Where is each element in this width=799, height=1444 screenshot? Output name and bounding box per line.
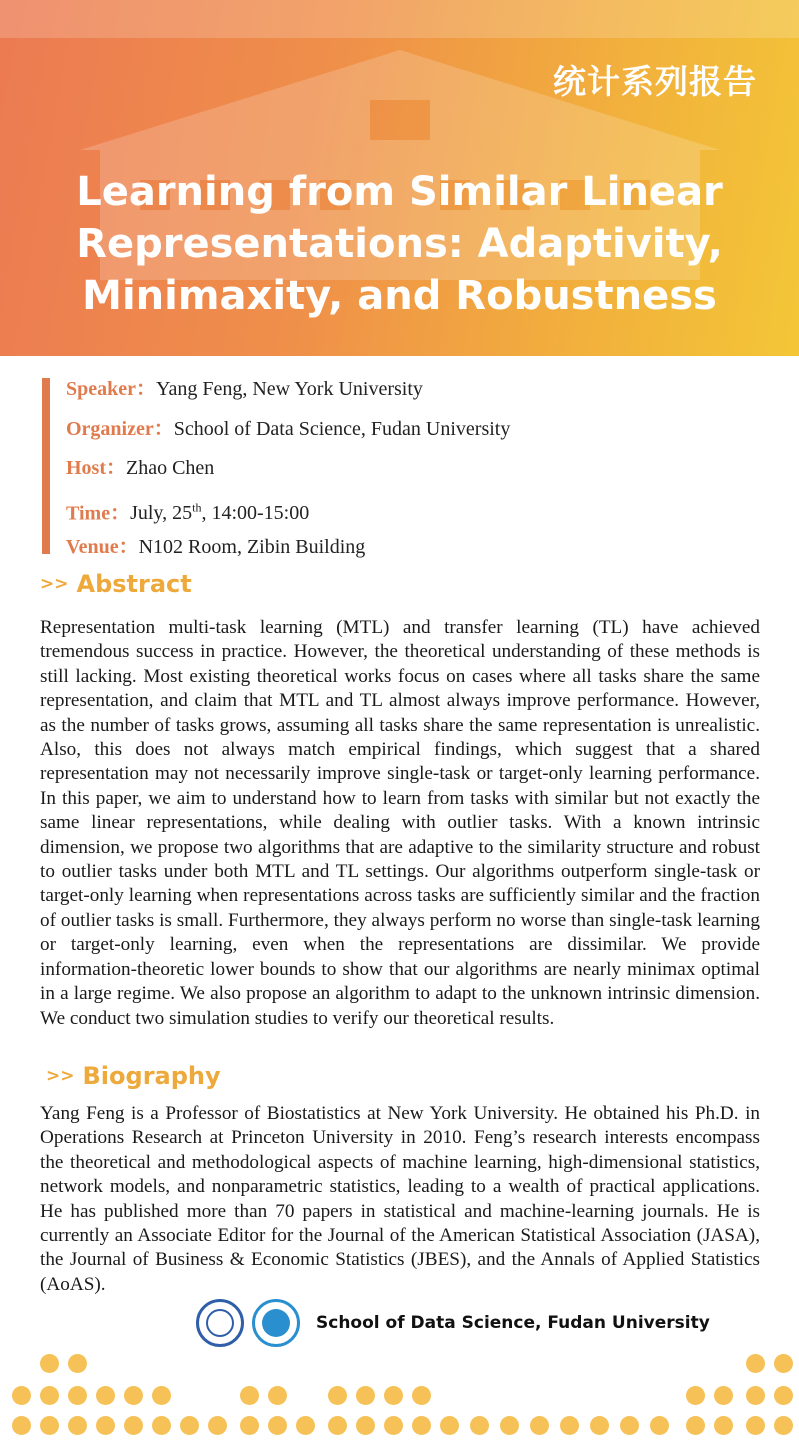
decorative-dot <box>500 1416 519 1435</box>
venue-row <box>66 532 510 572</box>
decorative-dot <box>240 1416 259 1435</box>
talk-title-line: Minimaxity, and Robustness <box>82 273 717 319</box>
decorative-dot <box>40 1354 59 1373</box>
decorative-dot <box>68 1416 87 1435</box>
organizer-row <box>66 414 510 454</box>
host-row <box>66 453 510 493</box>
decorative-dot <box>12 1386 31 1405</box>
decorative-dot <box>208 1416 227 1435</box>
school-of-data-science-logo-icon <box>252 1299 300 1347</box>
decorative-dot <box>746 1386 765 1405</box>
decorative-dot <box>650 1416 669 1435</box>
time-value <box>130 502 309 524</box>
decorative-dot <box>440 1416 459 1435</box>
speaker-value: Yang Feng, New York University <box>156 378 423 400</box>
biography-text: Yang Feng is a Professor of Biostatistics at New York University. He obtained his Ph.D. in Operations Research at Princeton University in 2010. Feng’s research interests encompass the theoretical and methodological aspects of machine learning, high-dimensional statistics, network models, and nonparametric statistics, leading to a wealth of practical applications. He has published more than 70 papers in statistical and machine-learning journals. He is currently an Associate Editor for the Journal of the American Statistical Association (JASA), the Journal of Business & Economic Statistics (JBES), and the Annals of Applied Statistics (AoAS). <box>40 1103 760 1295</box>
time-hours: , 14:00-15:00 <box>201 502 310 525</box>
decorative-dot <box>268 1416 287 1435</box>
decorative-dot <box>124 1416 143 1435</box>
time-ordinal: th <box>192 500 202 515</box>
decorative-dot <box>470 1416 489 1435</box>
decorative-dot <box>686 1416 705 1435</box>
biography-heading-text: Biography <box>82 1062 221 1090</box>
decorative-dot <box>714 1416 733 1435</box>
decorative-dot <box>68 1386 87 1405</box>
decorative-dot <box>412 1386 431 1405</box>
decorative-dot <box>152 1386 171 1405</box>
speaker-label: Speaker： <box>66 378 156 400</box>
chevron-right-icon: >> <box>40 574 69 594</box>
fudan-university-seal-icon <box>196 1299 244 1347</box>
school-name: School of Data Science, Fudan University <box>316 1313 710 1333</box>
abstract-text: Representation multi-task learning (MTL) and transfer learning (TL) have achieved tremendous success in practice. However, the theoretical understanding of these methods is still lacking. Most existing theoretical works focus on cases where all tasks share the same representation, and claim that MTL and TL almost always improve performance. However, as the number of tasks grows, assuming all tasks share the same representation is unrealistic. Also, this does not always match empirical findings, which suggest that a shared representation may not necessarily improve single-task or target-only learning performance. In this paper, we aim to understand how to learn from tasks with similar but not exactly the same linear representations, while dealing with outlier tasks. With a known intrinsic dimension, we propose two algorithms that are adaptive to the similarity structure and robust to outlier tasks under both MTL and TL settings. Our algorithms outperform single-task or target-only learning when representations across tasks are sufficiently similar and the fraction of outlier tasks is small. Furthermore, they always perform no worse than single-task learning or target-only learning, even when the representations are dissimilar. We provide information-theoretic lower bounds to show that our algorithms are nearly minimax optimal in a large regime. We also propose an algorithm to adapt to the unknown intrinsic dimension. We conduct two simulation studies to verify our theoretical results. <box>40 617 760 1029</box>
decorative-dot <box>180 1416 199 1435</box>
header-banner <box>0 0 799 356</box>
decorative-dot <box>384 1416 403 1435</box>
venue-label: Venue： <box>66 536 139 558</box>
decorative-dot <box>774 1416 793 1435</box>
speaker-row <box>66 374 510 414</box>
decorative-dot <box>746 1416 765 1435</box>
decorative-dot <box>620 1416 639 1435</box>
abstract-heading <box>40 570 192 598</box>
chevron-right-icon: >> <box>46 1066 75 1086</box>
decorative-dot <box>356 1416 375 1435</box>
report-series-label: 统计系列报告 <box>553 62 757 101</box>
venue-value: N102 Room, Zibin Building <box>138 536 366 558</box>
decorative-dot <box>328 1386 347 1405</box>
biography-heading <box>46 1062 221 1090</box>
host-value: Zhao Chen <box>126 457 215 479</box>
decorative-dot <box>68 1354 87 1373</box>
decorative-dot <box>96 1416 115 1435</box>
decorative-dot <box>590 1416 609 1435</box>
time-label: Time： <box>66 502 131 525</box>
decorative-dot <box>12 1416 31 1435</box>
decorative-dot <box>746 1354 765 1373</box>
decorative-dot <box>240 1386 259 1405</box>
host-label: Host： <box>66 457 126 479</box>
talk-title-line: Representations: Adaptivity, <box>76 221 723 267</box>
decorative-dot <box>686 1386 705 1405</box>
decorative-dot <box>412 1416 431 1435</box>
time-date: July, 25 <box>130 502 193 525</box>
footer-branding <box>196 1299 710 1347</box>
decorative-dot <box>714 1386 733 1405</box>
talk-info <box>66 374 510 572</box>
talk-title-line: Learning from Similar Linear <box>76 169 723 215</box>
decorative-dot <box>560 1416 579 1435</box>
decorative-dot <box>296 1416 315 1435</box>
decorative-dot <box>530 1416 549 1435</box>
info-accent-bar <box>42 378 50 554</box>
decorative-dot <box>40 1386 59 1405</box>
decorative-dot <box>268 1386 287 1405</box>
decorative-dot <box>152 1416 171 1435</box>
decorative-dot <box>40 1416 59 1435</box>
header-top-band <box>0 0 799 38</box>
organizer-label: Organizer： <box>66 417 174 440</box>
decorative-dots <box>0 1352 799 1444</box>
decorative-dot <box>774 1354 793 1373</box>
decorative-dot <box>356 1386 375 1405</box>
time-row <box>66 493 510 533</box>
decorative-dot <box>774 1386 793 1405</box>
abstract-heading-text: Abstract <box>76 570 192 598</box>
talk-title <box>20 166 779 322</box>
decorative-dot <box>328 1416 347 1435</box>
decorative-dot <box>124 1386 143 1405</box>
decorative-dot <box>96 1386 115 1405</box>
decorative-dot <box>384 1386 403 1405</box>
organizer-value: School of Data Science, Fudan University <box>173 417 511 440</box>
